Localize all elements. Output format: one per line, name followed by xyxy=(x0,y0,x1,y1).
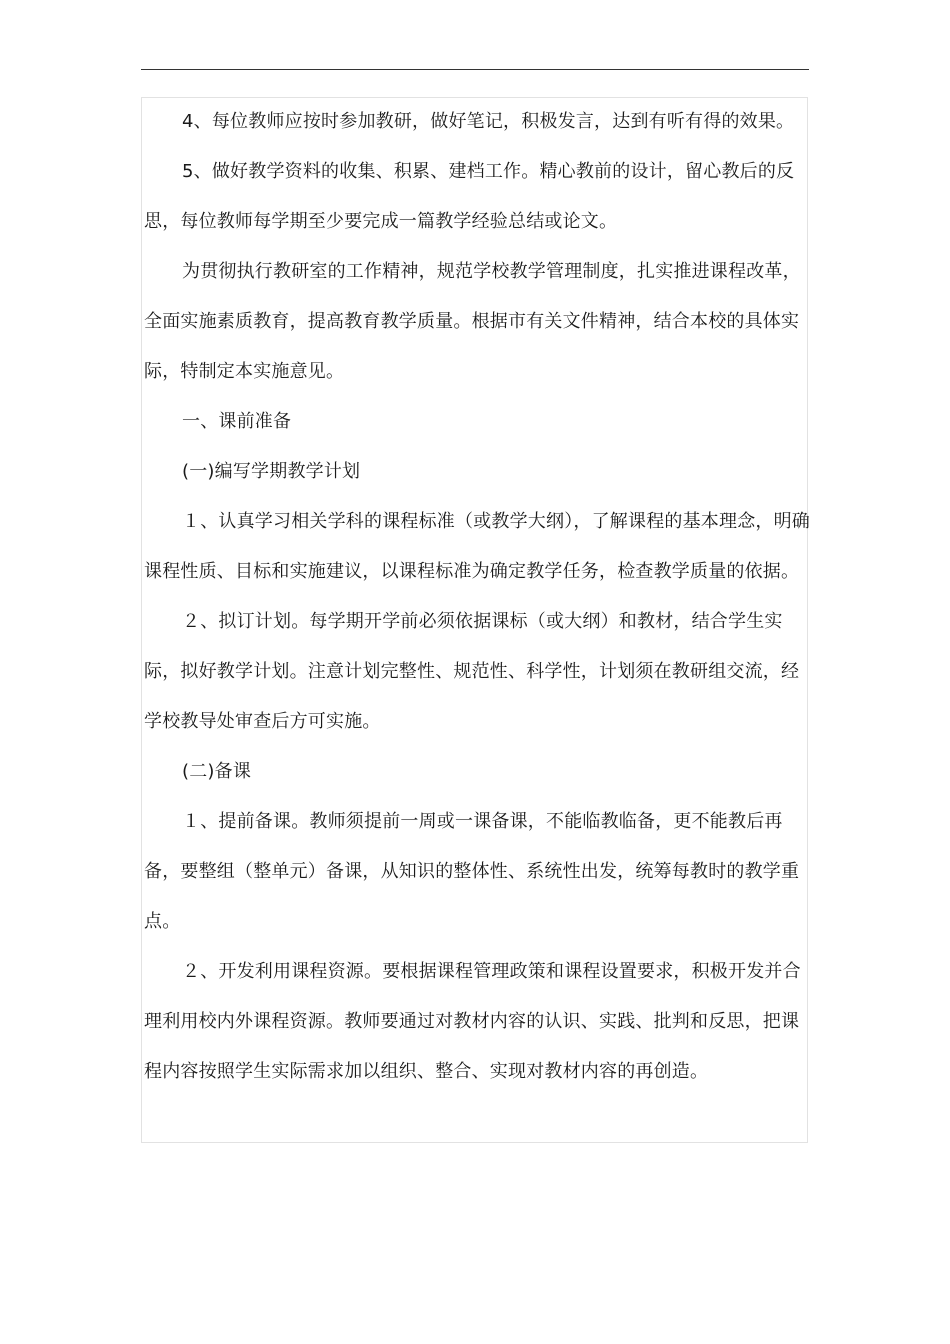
document-body xyxy=(144,97,816,1097)
paragraph-curriculum-standards: １、认真学习相关学科的课程标准（或教学大纲），了解课程的基本理念，明确课程性质、目标和实施建议，以课程标准为确定教学任务，检查教学质量的依据。 xyxy=(144,511,810,582)
heading-pre-class-preparation: 一、课前准备 xyxy=(182,411,292,432)
subheading-semester-plan: (一)编写学期教学计划 xyxy=(182,461,361,482)
header-rule xyxy=(141,69,809,70)
paragraph-teaching-research: 4、每位教师应按时参加教研，做好笔记，积极发言，达到有听有得的效果。 xyxy=(182,111,795,132)
paragraph-curriculum-resources: ２、开发利用课程资源。要根据课程管理政策和课程设置要求，积极开发并合理利用校内外课程资源。教师要通过对教材内容的认识、实践、批判和反思，把课程内容按照学生实际需求加以组织、整合、实现对教材内容的再创造。 xyxy=(144,961,801,1082)
paragraph-intro: 为贯彻执行教研室的工作精神，规范学校教学管理制度，扎实推进课程改革，全面实施素质教育，提高教育教学质量。根据市有关文件精神，结合本校的具体实际，特制定本实施意见。 xyxy=(144,261,801,382)
subheading-lesson-preparation: (二)备课 xyxy=(182,761,252,782)
paragraph-teaching-materials: 5、做好教学资料的收集、积累、建档工作。精心教前的设计，留心教后的反思，每位教师每学期至少要完成一篇教学经验总结或论文。 xyxy=(144,161,795,232)
paragraph-advance-preparation: １、提前备课。教师须提前一周或一课备课，不能临教临备，更不能教后再备，要整组（整单元）备课，从知识的整体性、系统性出发，统筹每教时的教学重点。 xyxy=(144,811,800,932)
paragraph-draft-plan: ２、拟订计划。每学期开学前必须依据课标（或大纲）和教材，结合学生实际，拟好教学计划。注意计划完整性、规范性、科学性，计划须在教研组交流，经学校教导处审查后方可实施。 xyxy=(144,611,800,732)
